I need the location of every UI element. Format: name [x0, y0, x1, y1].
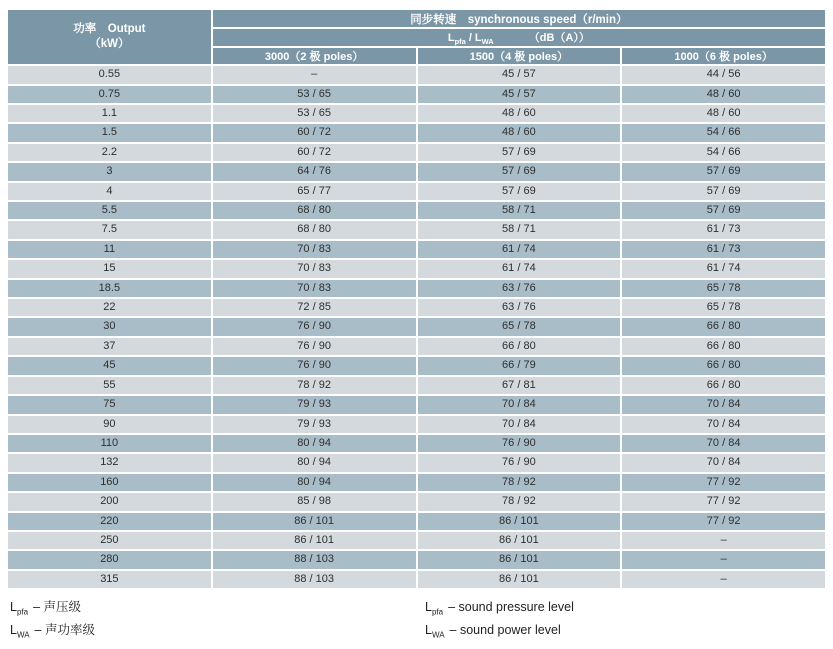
- noise-level-cell: –: [622, 532, 827, 551]
- noise-level-cell: 44 / 56: [622, 66, 827, 85]
- noise-level-cell: 79 / 93: [213, 416, 418, 435]
- noise-level-cell: 58 / 71: [418, 221, 623, 240]
- footnotes-chinese: [10, 596, 95, 642]
- noise-level-cell: 66 / 80: [622, 338, 827, 357]
- noise-level-cell: 53 / 65: [213, 86, 418, 105]
- output-cell: 0.55: [8, 66, 213, 85]
- noise-level-cell: 53 / 65: [213, 105, 418, 124]
- lwa-symbol: L: [474, 32, 482, 44]
- pole-header-1000: 1000（6 极 poles）: [622, 48, 827, 66]
- noise-level-cell: 70 / 84: [622, 454, 827, 473]
- noise-level-cell: 57 / 69: [622, 163, 827, 182]
- noise-level-cell: 78 / 92: [418, 474, 623, 493]
- output-cell: 55: [8, 377, 213, 396]
- output-cell: 75: [8, 396, 213, 415]
- noise-level-cell: 76 / 90: [418, 454, 623, 473]
- output-cell: 160: [8, 474, 213, 493]
- noise-level-cell: 65 / 78: [622, 299, 827, 318]
- slash-separator: /: [468, 32, 472, 44]
- table-row: [8, 241, 827, 260]
- output-cell: 220: [8, 513, 213, 532]
- output-cell: 3: [8, 163, 213, 182]
- table-row: [8, 571, 827, 590]
- noise-level-cell: 79 / 93: [213, 396, 418, 415]
- table-row: [8, 66, 827, 85]
- table-row: [8, 474, 827, 493]
- noise-level-cell: –: [213, 66, 418, 85]
- lpfa-lwa-label: [447, 32, 494, 47]
- noise-level-cell: 65 / 78: [622, 280, 827, 299]
- output-cell: 4: [8, 183, 213, 202]
- pole-header-3000: 3000（2 极 poles）: [213, 48, 418, 66]
- output-cell: 18.5: [8, 280, 213, 299]
- noise-level-cell: 48 / 60: [418, 124, 623, 143]
- output-cell: 11: [8, 241, 213, 260]
- output-cell: 1.1: [8, 105, 213, 124]
- noise-level-cell: 70 / 84: [418, 396, 623, 415]
- table-row: [8, 202, 827, 221]
- output-cell: 37: [8, 338, 213, 357]
- noise-level-cell: 61 / 74: [418, 260, 623, 279]
- output-header-line2: （kW）: [89, 38, 130, 51]
- noise-level-cell: 68 / 80: [213, 202, 418, 221]
- noise-level-cell: 66 / 80: [622, 357, 827, 376]
- noise-level-cell: 66 / 79: [418, 357, 623, 376]
- lwa-subscript: WA: [16, 630, 30, 640]
- table-row: [8, 454, 827, 473]
- table-row: [8, 493, 827, 512]
- noise-level-cell: 60 / 72: [213, 124, 418, 143]
- output-cell: 132: [8, 454, 213, 473]
- table-row: [8, 280, 827, 299]
- output-cell: 15: [8, 260, 213, 279]
- table-header: [8, 10, 827, 66]
- noise-level-cell: 80 / 94: [213, 435, 418, 454]
- noise-level-cell: 54 / 66: [622, 144, 827, 163]
- output-header-line1: 功率 Output: [73, 23, 146, 36]
- output-cell: 90: [8, 416, 213, 435]
- table-row: [8, 513, 827, 532]
- table-row: [8, 221, 827, 240]
- output-cell: 22: [8, 299, 213, 318]
- noise-level-cell: 63 / 76: [418, 299, 623, 318]
- noise-level-cell: 58 / 71: [418, 202, 623, 221]
- table-row: [8, 396, 827, 415]
- footnote-lwa-cn: [10, 619, 95, 642]
- lpfa-symbol: L: [10, 600, 17, 614]
- output-cell: 250: [8, 532, 213, 551]
- noise-level-cell: 88 / 103: [213, 551, 418, 570]
- header-row-speed: [8, 10, 827, 29]
- lpfa-subscript: pfa: [454, 37, 466, 47]
- table-row: [8, 86, 827, 105]
- noise-unit-header: [213, 29, 827, 48]
- lpfa-symbol: L: [447, 32, 455, 44]
- footnote-lpfa-en: [425, 596, 574, 619]
- output-cell: 200: [8, 493, 213, 512]
- noise-level-cell: 65 / 78: [418, 318, 623, 337]
- noise-level-cell: 57 / 69: [622, 183, 827, 202]
- lwa-subscript: WA: [481, 37, 494, 47]
- output-cell: 1.5: [8, 124, 213, 143]
- noise-level-cell: 88 / 103: [213, 571, 418, 590]
- table-row: [8, 105, 827, 124]
- noise-level-cell: 45 / 57: [418, 66, 623, 85]
- noise-level-cell: 61 / 73: [622, 221, 827, 240]
- noise-level-cell: 76 / 90: [213, 357, 418, 376]
- footnote-text: – 声压级: [33, 600, 82, 614]
- noise-level-cell: 86 / 101: [213, 532, 418, 551]
- noise-level-cell: 77 / 92: [622, 474, 827, 493]
- noise-level-cell: 64 / 76: [213, 163, 418, 182]
- noise-level-cell: 66 / 80: [622, 377, 827, 396]
- noise-level-cell: 86 / 101: [213, 513, 418, 532]
- noise-level-cell: 65 / 77: [213, 183, 418, 202]
- noise-level-cell: 72 / 85: [213, 299, 418, 318]
- lpfa-symbol: L: [425, 600, 432, 614]
- db-unit-label: （dB（A））: [528, 32, 590, 44]
- table-row: [8, 377, 827, 396]
- lwa-subscript: WA: [431, 630, 445, 640]
- noise-level-cell: 61 / 74: [418, 241, 623, 260]
- noise-level-cell: 67 / 81: [418, 377, 623, 396]
- noise-level-cell: 86 / 101: [418, 571, 623, 590]
- noise-level-cell: 57 / 69: [418, 183, 623, 202]
- noise-level-cell: 85 / 98: [213, 493, 418, 512]
- noise-level-cell: 48 / 60: [622, 86, 827, 105]
- table-body: [8, 66, 827, 590]
- output-cell: 2.2: [8, 144, 213, 163]
- noise-level-cell: 70 / 83: [213, 260, 418, 279]
- table-row: [8, 124, 827, 143]
- noise-level-cell: 61 / 73: [622, 241, 827, 260]
- noise-level-cell: 70 / 84: [622, 416, 827, 435]
- noise-level-cell: 78 / 92: [213, 377, 418, 396]
- noise-level-cell: 77 / 92: [622, 513, 827, 532]
- footnotes-english: [425, 596, 574, 642]
- noise-level-cell: 80 / 94: [213, 454, 418, 473]
- noise-level-cell: 70 / 83: [213, 241, 418, 260]
- output-cell: 280: [8, 551, 213, 570]
- table-row: [8, 163, 827, 182]
- noise-level-cell: 61 / 74: [622, 260, 827, 279]
- output-cell: 30: [8, 318, 213, 337]
- lpfa-subscript: pfa: [16, 607, 29, 617]
- noise-level-cell: 48 / 60: [622, 105, 827, 124]
- table-row: [8, 318, 827, 337]
- noise-level-cell: 70 / 83: [213, 280, 418, 299]
- footnote-text: – 声功率级: [34, 623, 95, 637]
- footnote-text: – sound pressure level: [448, 600, 574, 614]
- noise-level-cell: –: [622, 551, 827, 570]
- table-row: [8, 551, 827, 570]
- noise-level-cell: 86 / 101: [418, 532, 623, 551]
- table-row: [8, 435, 827, 454]
- noise-level-cell: 70 / 84: [622, 396, 827, 415]
- table-row: [8, 532, 827, 551]
- output-cell: 5.5: [8, 202, 213, 221]
- noise-level-cell: 77 / 92: [622, 493, 827, 512]
- noise-level-cell: 86 / 101: [418, 551, 623, 570]
- noise-level-cell: 57 / 69: [418, 144, 623, 163]
- noise-level-cell: 66 / 80: [418, 338, 623, 357]
- table-row: [8, 338, 827, 357]
- noise-level-cell: 63 / 76: [418, 280, 623, 299]
- noise-level-cell: 60 / 72: [213, 144, 418, 163]
- table-row: [8, 144, 827, 163]
- noise-level-cell: 68 / 80: [213, 221, 418, 240]
- footnote-lpfa-cn: [10, 596, 95, 619]
- lwa-symbol: L: [425, 623, 432, 637]
- noise-level-table: [8, 10, 827, 590]
- noise-level-cell: –: [622, 571, 827, 590]
- noise-level-cell: 57 / 69: [622, 202, 827, 221]
- noise-level-cell: 57 / 69: [418, 163, 623, 182]
- noise-level-cell: 48 / 60: [418, 105, 623, 124]
- noise-level-cell: 54 / 66: [622, 124, 827, 143]
- noise-level-cell: 78 / 92: [418, 493, 623, 512]
- table-row: [8, 183, 827, 202]
- output-cell: 0.75: [8, 86, 213, 105]
- table-row: [8, 299, 827, 318]
- noise-level-cell: 76 / 90: [418, 435, 623, 454]
- output-cell: 45: [8, 357, 213, 376]
- lpfa-subscript: pfa: [431, 607, 444, 617]
- noise-level-cell: 76 / 90: [213, 338, 418, 357]
- output-column-header: [8, 10, 213, 66]
- synchronous-speed-header: 同步转速 synchronous speed（r/min）: [213, 10, 827, 29]
- footnote-text: – sound power level: [449, 623, 561, 637]
- noise-level-cell: 70 / 84: [622, 435, 827, 454]
- noise-level-cell: 66 / 80: [622, 318, 827, 337]
- noise-level-cell: 45 / 57: [418, 86, 623, 105]
- output-cell: 110: [8, 435, 213, 454]
- noise-level-cell: 76 / 90: [213, 318, 418, 337]
- noise-level-cell: 70 / 84: [418, 416, 623, 435]
- table-row: [8, 416, 827, 435]
- pole-header-1500: 1500（4 极 poles）: [418, 48, 623, 66]
- table-row: [8, 357, 827, 376]
- table-row: [8, 260, 827, 279]
- output-cell: 315: [8, 571, 213, 590]
- lwa-symbol: L: [10, 623, 17, 637]
- output-cell: 7.5: [8, 221, 213, 240]
- footnote-lwa-en: [425, 619, 574, 642]
- noise-level-cell: 80 / 94: [213, 474, 418, 493]
- noise-level-cell: 86 / 101: [418, 513, 623, 532]
